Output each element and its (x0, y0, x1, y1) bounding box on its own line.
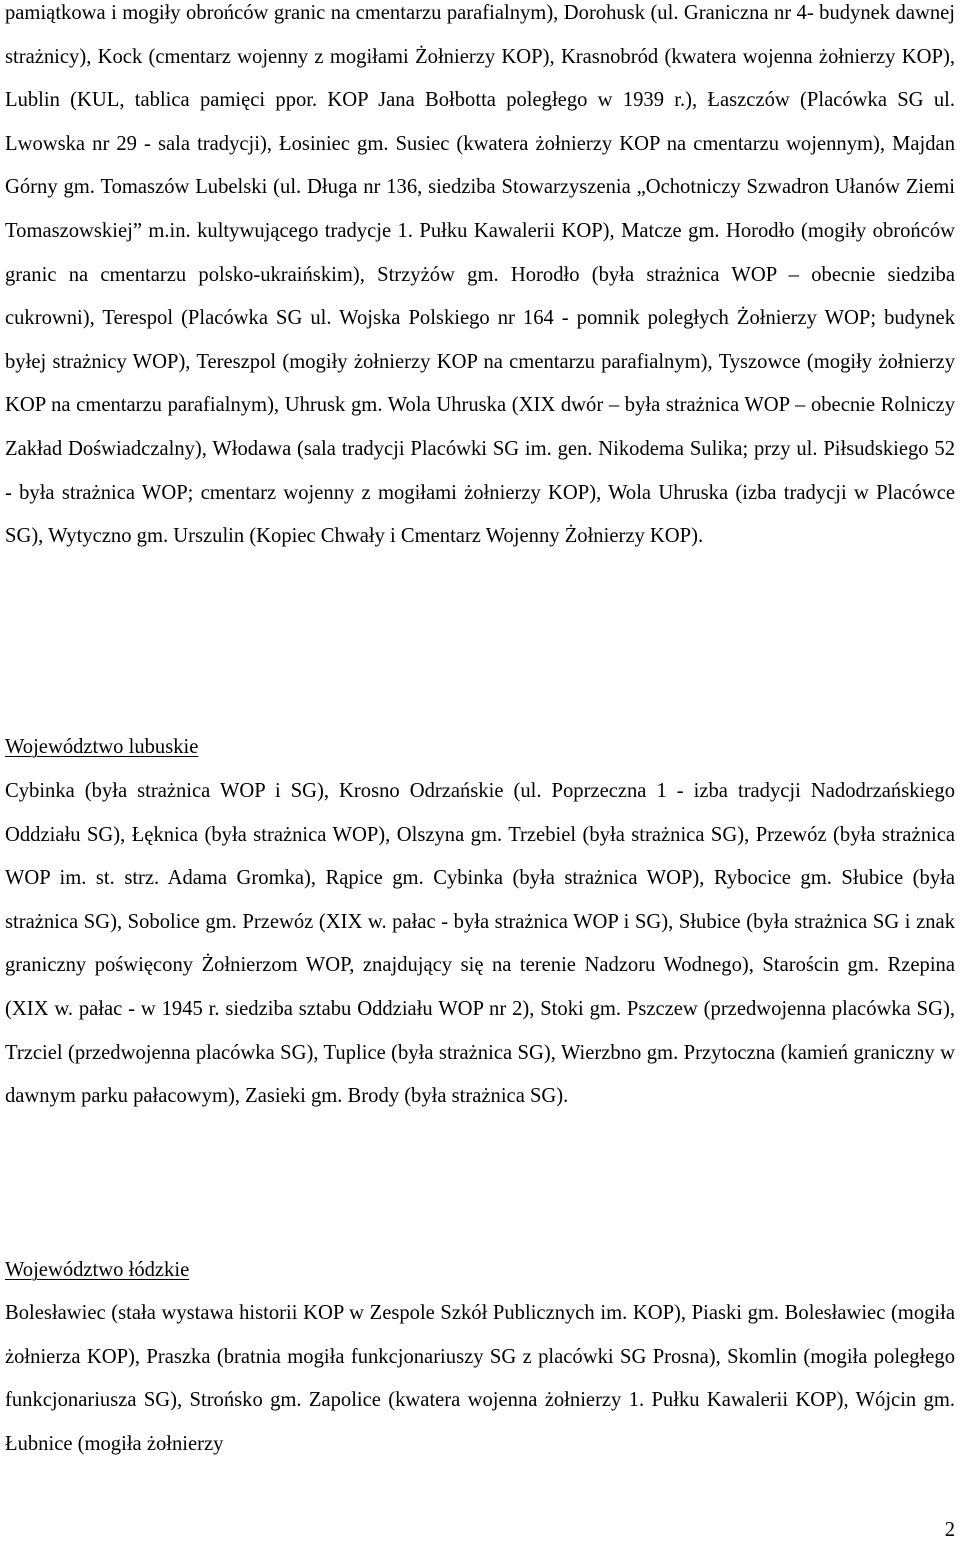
body-paragraph-lodzkie: Bolesławiec (stała wystawa historii KOP w Zespole Szkół Publicznych im. KOP), Piaski gm. Bolesławiec (mogiła żołnierza KOP), Praszka (bratnia mogiła funkcjonariuszy SG z placówki SG Prosna), Skomlin (mogiła poległego funkcjonariusza SG), Strońsko gm. Zapolice (kwatera wojenna żołnierzy 1. Pułku Kawalerii KOP), Wójcin gm. Łubnice (mogiła żołnierzy (5, 1302, 955, 1455)
body-paragraph-lubuskie: Cybinka (była strażnica WOP i SG), Krosno Odrzańskie (ul. Poprzeczna 1 - izba tradycji Nadodrzańskiego Oddziału SG), Łęknica (była strażnica WOP), Olszyna gm. Trzebiel (była strażnica SG), Przewóz (była strażnica WOP im. st. strz. Adama Gromka), Rąpice gm. Cybinka (była strażnica WOP), Rybocice gm. Słubice (była strażnica SG), Sobolice gm. Przewóz (XIX w. pałac - była strażnica WOP i SG), Słubice (była strażnica SG i znak graniczny poświęcony Żołnierzom WOP, znajdujący się na terenie Nadzoru Wodnego), Starościn gm. Rzepina (XIX w. pałac - w 1945 r. siedziba sztabu Oddziału WOP nr 2), Stoki gm. Pszczew (przedwojenna placówka SG), Trzciel (przedwojenna placówka SG), Tuplice (była strażnica SG), Wierzbno gm. Przytoczna (kamień graniczny w dawnym parku pałacowym), Zasieki gm. Brody (była strażnica SG). (5, 780, 955, 1108)
page-number: 2 (944, 1519, 955, 1541)
body-paragraph-lubelskie-continued: pamiątkowa i mogiły obrońców granic na cmentarzu parafialnym), Dorohusk (ul. Graniczna nr 4- budynek dawnej strażnicy), Kock (cmentarz wojenny z mogiłami Żołnierzy KOP), Krasnobród (kwatera wojenna żołnierzy KOP), Lublin (KUL, tablica pamięci ppor. KOP Jana Bołbotta poległego w 1939 r.), Łaszczów (Placówka SG ul. Lwowska nr 29 - sala tradycji), Łosiniec gm. Susiec (kwatera żołnierzy KOP na cmentarzu wojennym), Majdan Górny gm. Tomaszów Lubelski (ul. Długa nr 136, siedziba Stowarzyszenia „Ochotniczy Szwadron Ułanów Ziemi Tomaszowskiej” m.in. kultywującego tradycje 1. Pułku Kawalerii KOP), Matcze gm. Horodło (mogiły obrońców granic na cmentarzu polsko-ukraińskim), Strzyżów gm. Horodło (była strażnica WOP – obecnie siedziba cukrowni), Terespol (Placówka SG ul. Wojska Polskiego nr 164 - pomnik poległych Żołnierzy WOP; budynek byłej strażnicy WOP), Tereszpol (mogiły żołnierzy KOP na cmentarzu parafialnym), Tyszowce (mogiły żołnierzy KOP na cmentarzu parafialnym), Uhrusk gm. Wola Uhruska (XIX dwór – była strażnica WOP – obecnie Rolniczy Zakład Doświadczalny), Włodawa (sala tradycji Placówki SG im. gen. Nikodema Sulika; przy ul. Piłsudskiego 52 - była strażnica WOP; cmentarz wojenny z mogiłami żołnierzy KOP), Wola Uhruska (izba tradycji w Placówce SG), Wytyczno gm. Urszulin (Kopiec Chwały i Cmentarz Wojenny Żołnierzy KOP). (5, 2, 955, 548)
section-heading-lubuskie: Województwo lubuskie (5, 736, 199, 758)
section-heading-lodzkie: Województwo łódzkie (5, 1259, 190, 1281)
